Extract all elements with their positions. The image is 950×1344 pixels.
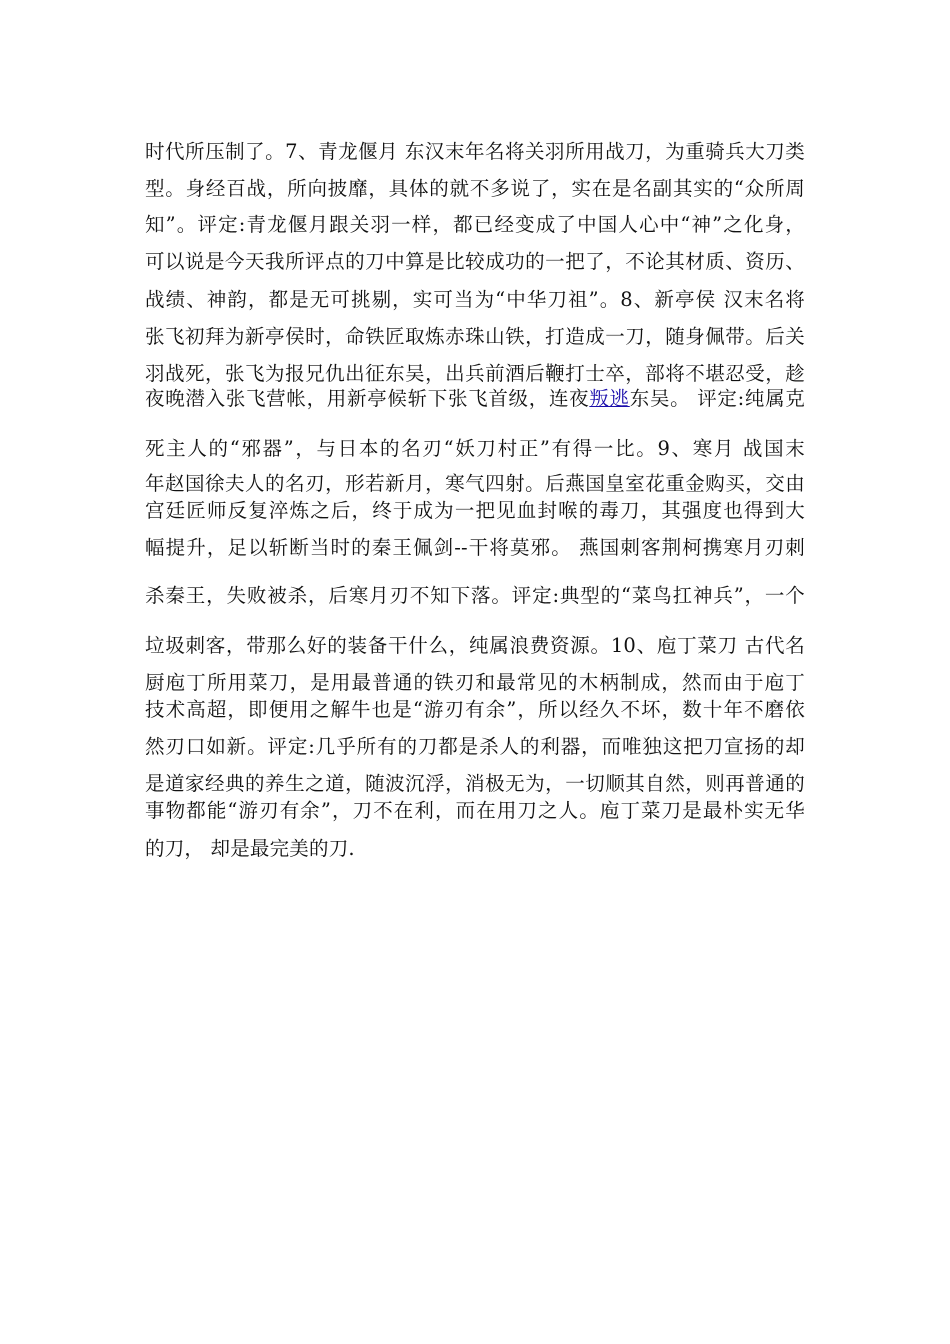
text-line: 是道家经典的养生之道，随波沉浮，消极无为，一切顺其自然，则再普通的 [145, 772, 805, 795]
text-line: 垃圾刺客，带那么好的装备干什么，纯属浪费资源。10、庖丁菜刀 古代名 [145, 634, 805, 657]
text-line: 死主人的“邪器”，与日本的名刃“妖刀村正”有得一比。9、寒月 战国末 [145, 437, 805, 460]
text-line: 型。身经百战，所向披靡，具体的就不多说了，实在是名副其实的“众所周 [145, 177, 805, 200]
text-line: 可以说是今天我所评点的刀中算是比较成功的一把了，不论其材质、资历、 [145, 250, 805, 273]
text-line: 羽战死，张飞为报兄仇出征东吴，出兵前酒后鞭打士卒，部将不堪忍受，趁 [145, 362, 805, 385]
text-line: 时代所压制了。7、青龙偃月 东汉末年名将关羽所用战刀，为重骑兵大刀类 [145, 140, 805, 163]
text-segment: 夜晚潜入张飞营帐，用新亭候斩下张飞首级，连夜 [145, 387, 590, 410]
text-line: 知”。评定:青龙偃月跟关羽一样，都已经变成了中国人心中“神”之化身， [145, 213, 805, 236]
text-line: 厨庖丁所用菜刀，是用最普通的铁刃和最常见的木柄制成，然而由于庖丁 [145, 671, 805, 694]
text-segment: 东吴。 评定:纯属克 [629, 387, 805, 410]
text-line: 战绩、神韵，都是无可挑剔，实可当为“中华刀祖”。8、新亭侯 汉末名将 [145, 288, 805, 311]
text-line: 技术高超，即便用之解牛也是“游刃有余”，所以经久不坏，数十年不磨依 [145, 698, 805, 721]
defect-link[interactable]: 叛逃 [589, 387, 630, 410]
text-line: 幅提升，足以斩断当时的秦王佩剑--干将莫邪。 燕国刺客荆柯携寒月刃刺 [145, 536, 805, 559]
text-line: 然刃口如新。评定:几乎所有的刀都是杀人的利器，而唯独这把刀宣扬的却 [145, 735, 805, 758]
text-line: 事物都能“游刃有余”，刀不在利，而在用刀之人。庖丁菜刀是最朴实无华 [145, 799, 805, 822]
text-line: 杀秦王，失败被杀，后寒月刃不知下落。评定:典型的“菜鸟扛神兵”，一个 [145, 584, 805, 607]
text-line: 的刀， 却是最完美的刀. [145, 837, 355, 860]
text-line: 宫廷匠师反复淬炼之后，终于成为一把见血封喉的毒刀，其强度也得到大 [145, 499, 805, 522]
text-line: 张飞初拜为新亭侯时，命铁匠取炼赤珠山铁，打造成一刀，随身佩带。后关 [145, 325, 805, 348]
text-line-with-link [145, 387, 805, 411]
text-line: 年赵国徐夫人的名刃，形若新月，寒气四射。后燕国皇室花重金购买，交由 [145, 472, 805, 495]
